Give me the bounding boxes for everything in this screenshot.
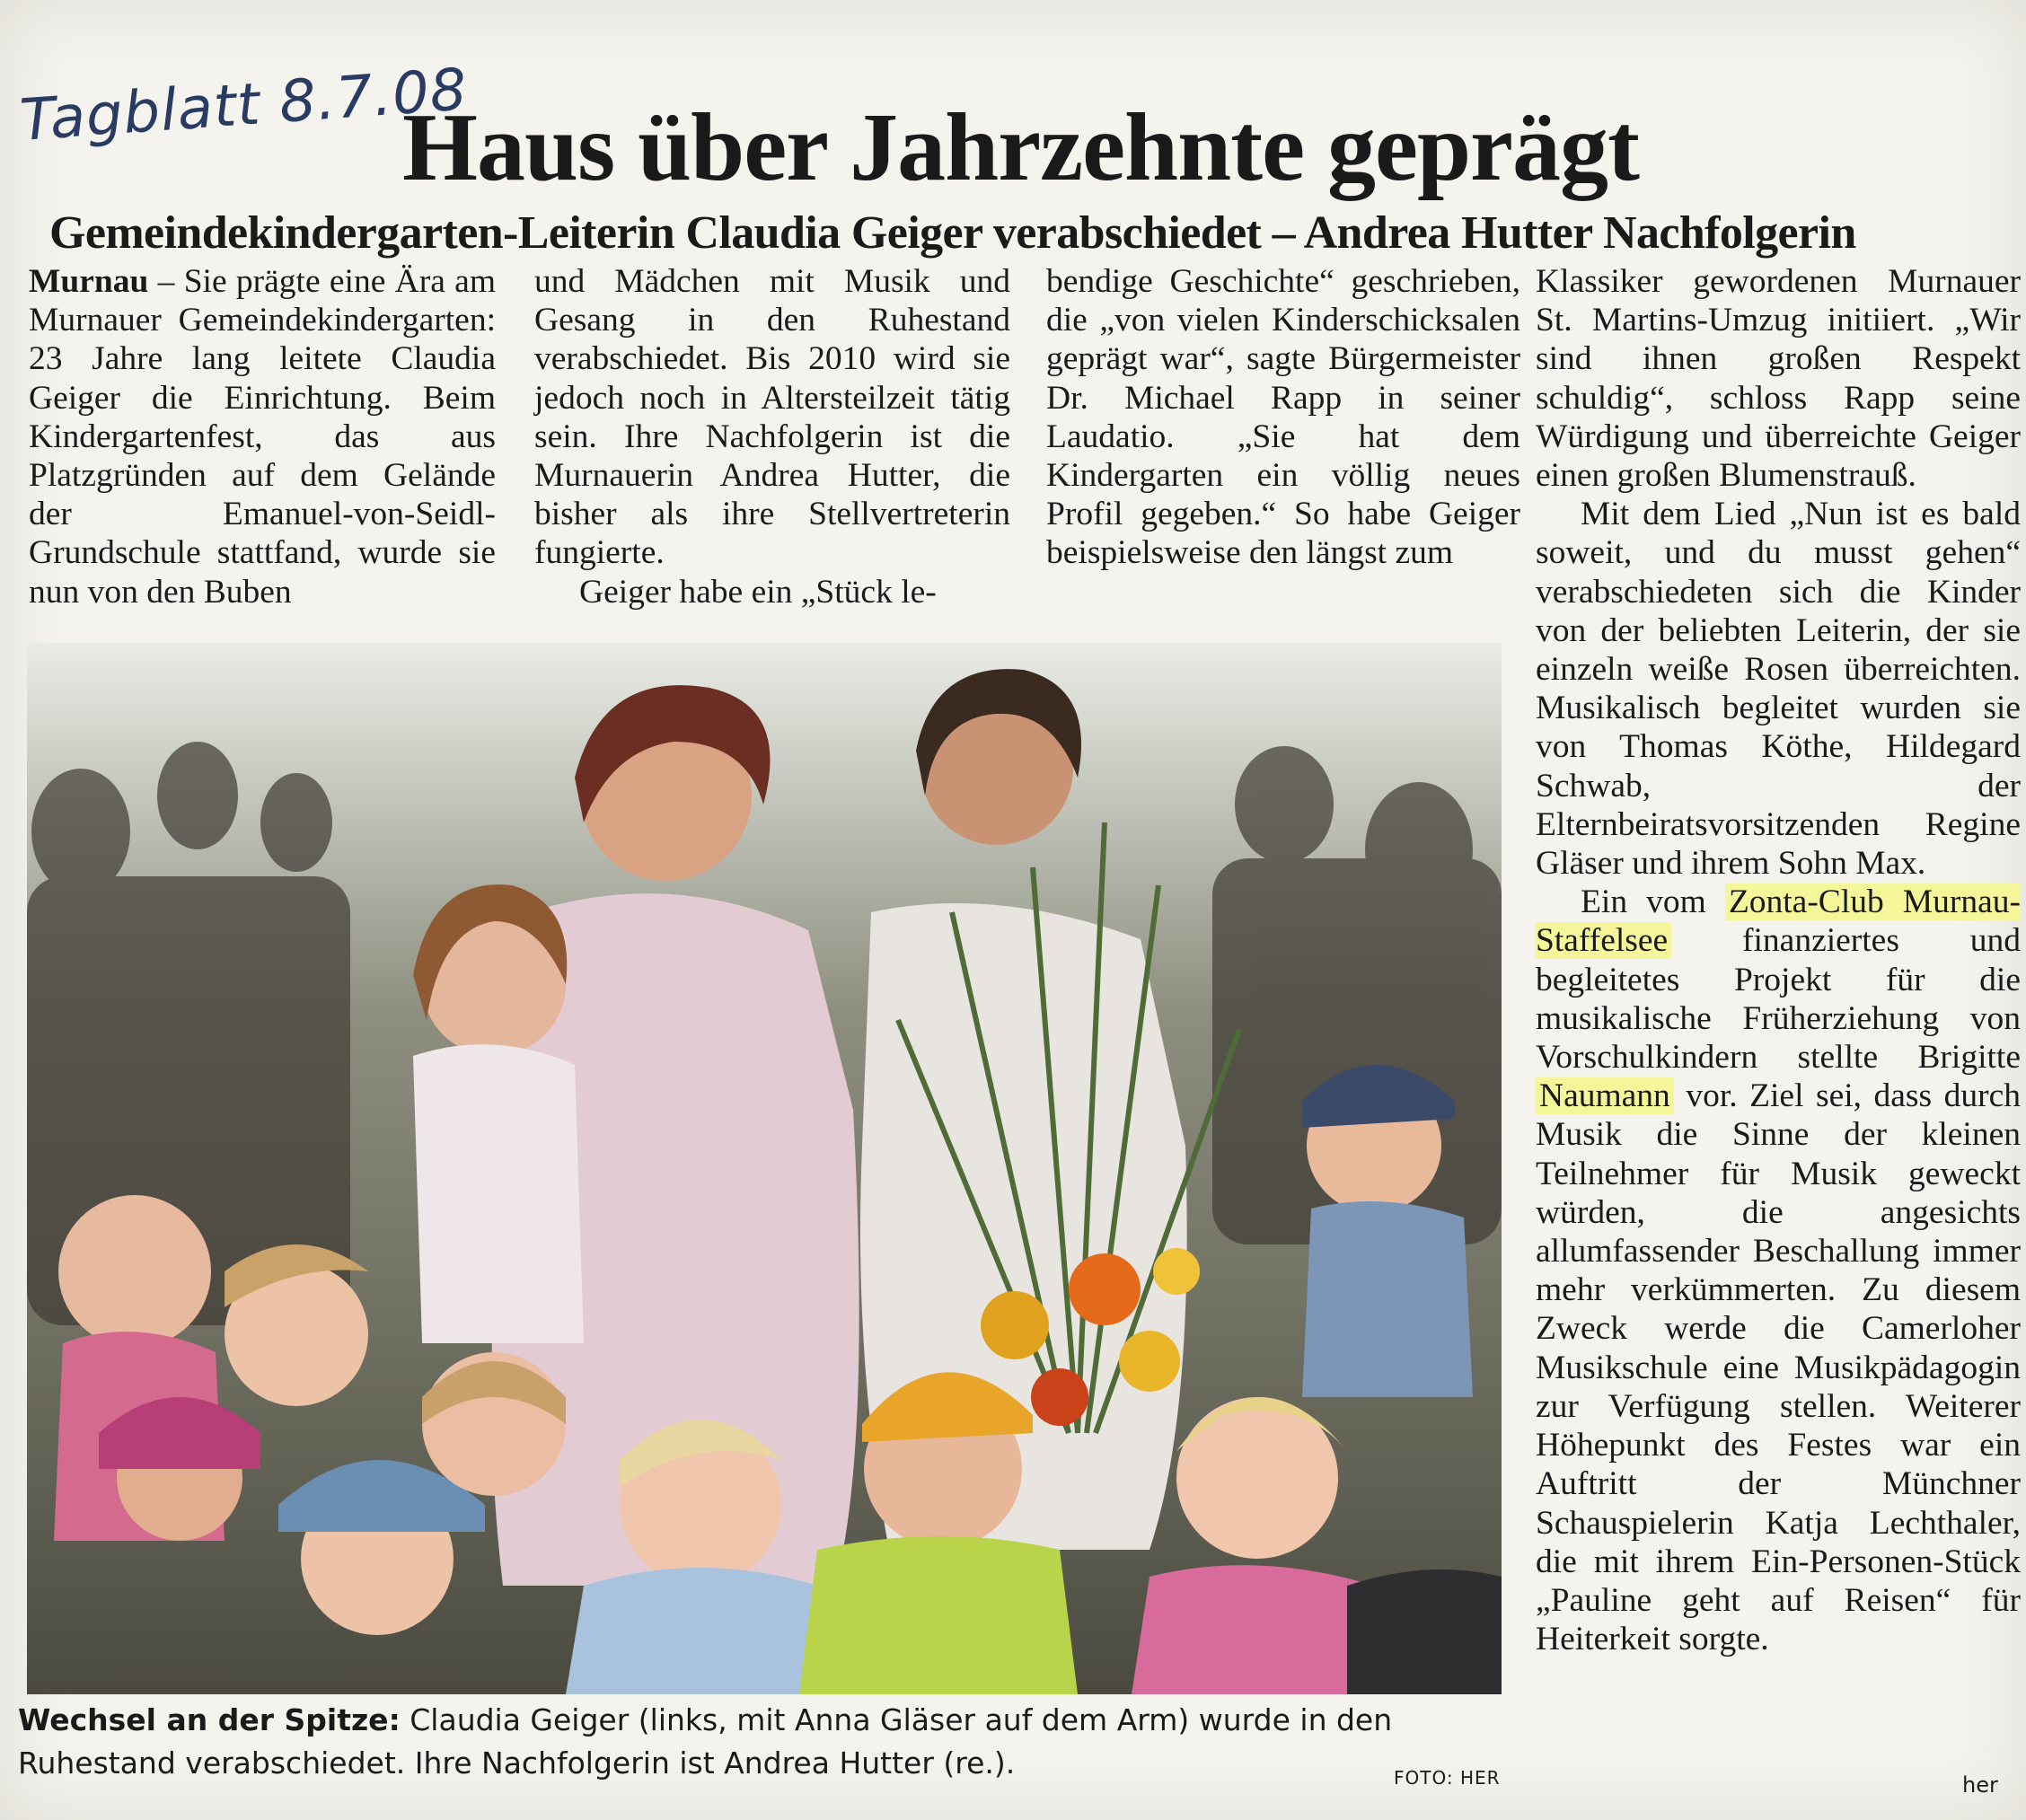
photo-caption: [18, 1699, 1502, 1785]
article-photo: [27, 643, 1502, 1694]
article-column-3: [1046, 262, 1520, 573]
caption-text: Claudia Geiger (links, mit Anna Gläser auf dem Arm) wurde in den Ruhestand verabschiedet. Ihre Nachfolgerin ist Andrea Hutter (re.).: [18, 1702, 1393, 1780]
column-1-text: – Sie prägte eine Ära am Murnauer Gemeindekindergarten: 23 Jahre lang leitete Claudia Geiger die Einrichtung. Beim Kindergartenfest, das aus Platzgründen auf dem Gelände der Emanuel-von-Seidl-Grundschule stattfand, wurde sie nun von den Buben: [29, 263, 496, 611]
dateline: Murnau: [29, 263, 149, 300]
column-3-text: bendige Geschichte“ geschrieben, die „von vielen Kinderschicksalen geprägt war“, sagte Bürgermeister Dr. Michael Rapp in seiner Laudatio. „Sie hat dem Kindergarten ein völlig neues Profil gegeben.“ So habe Geiger beispielsweise den längst zum: [1046, 263, 1520, 572]
paragraph-3-middle: finanziertes und begleitetes Projekt für die musikalische Früherziehung von Vorschulkindern stellte Brigitte: [1536, 922, 2022, 1077]
highlighted-naumann: Naumann: [1536, 1077, 1674, 1114]
column-4-paragraph-2: Mit dem Lied „Nun ist es bald soweit, und du musst gehen“ verabschiedeten sich die Kinder von der beliebten Leiterin, der sie einzeln weiße Rosen überreichten. Musikalisch begleitet wurden sie von Thomas Köthe, Hildegard Schwab, der Elternbeiratsvorsitzenden Regine Gläser und ihrem Sohn Max.: [1536, 496, 2021, 883]
handwritten-date-note: Tagblatt 8.7.08: [17, 57, 470, 154]
subheadline: Gemeindekindergarten-Leiterin Claudia Geiger verabschiedet – Andrea Hutter Nachfolgerin: [49, 207, 1856, 259]
column-4-paragraph-3: [1536, 883, 2021, 1658]
article-column-1: [29, 262, 496, 611]
article-column-2: [534, 262, 1010, 611]
headline: Haus über Jahrzehnte geprägt: [402, 94, 1639, 201]
column-2-paragraph-2: Geiger habe ein „Stück le-: [579, 573, 937, 611]
bleed-through-right: [1706, 54, 2021, 108]
paragraph-3-tail: vor. Ziel sei, dass durch Musik die Sinne der kleinen Teilnehmer für Musik geweckt würden, die angesichts allumfassender Beschallung immer mehr verkümmerten. Zu diesem Zweck werde die Camerloher Musikschule eine Musikpädagogin zur Verfügung stellen. Weiterer Höhepunkt des Festes war ein Auftritt der Münchner Schauspielerin Katja Lechthaler, die mit ihrem Ein-Personen-Stück „Pauline geht auf Reisen“ für Heiterkeit sorgte.: [1536, 1077, 2022, 1658]
highlighted-zonta-club: Zonta-Club Murnau-Staffelsee: [1536, 884, 2021, 960]
article-column-4: [1536, 262, 2021, 1658]
caption-lead: Wechsel an der Spitze:: [18, 1702, 401, 1737]
author-initials: her: [1962, 1772, 1998, 1798]
bleed-through-top: [36, 0, 395, 22]
paragraph-3-lead: Ein vom: [1581, 884, 1706, 921]
column-2-paragraph-1: und Mädchen mit Musik und Gesang in den Ruhestand verabschiedet. Bis 2010 wird sie jedoch noch in Altersteilzeit tätig sein. Ihre Nachfolgerin ist die Murnauerin Andrea Hutter, die bisher als ihre Stellvertreterin fungierte.: [534, 263, 1010, 572]
photo-credit: FOTO: HER: [1394, 1767, 1501, 1789]
column-4-paragraph-1: Klassiker gewordenen Murnauer St. Martins-Umzug initiiert. „Wir sind ihnen großen Respekt schuldig“, schloss Rapp seine Würdigung und überreichte Geiger einen großen Blumenstrauß.: [1536, 263, 2021, 495]
photo-illustration: [27, 643, 1502, 1694]
